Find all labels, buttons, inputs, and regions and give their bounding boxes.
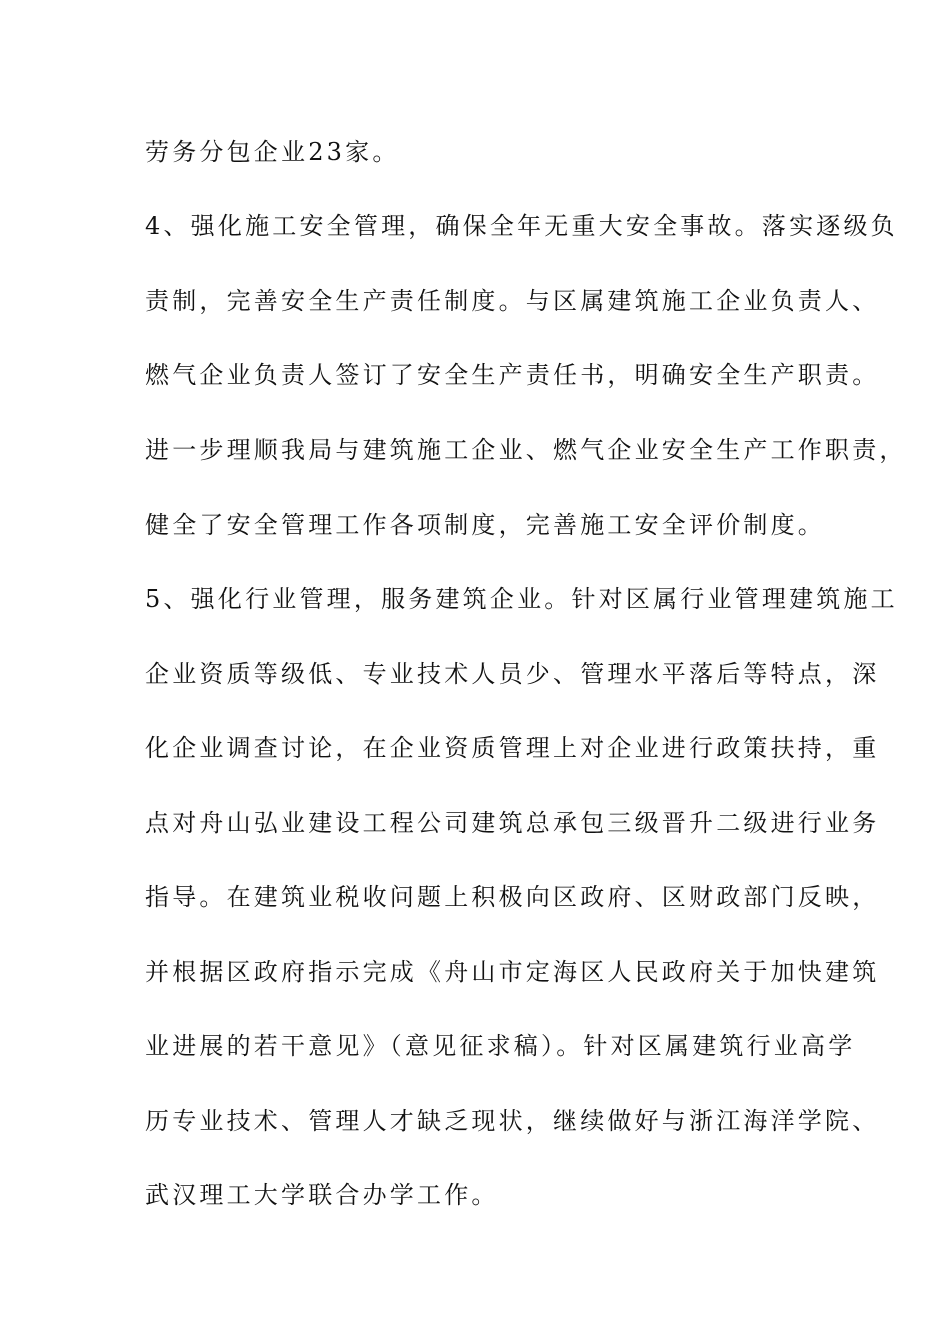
text-line: 责制，完善安全生产责任制度。与区属建筑施工企业负责人、 [145,287,880,315]
text-line: 并根据区政府指示完成《舟山市定海区人民政府关于加快建筑 [145,958,880,986]
text-line: 进一步理顺我局与建筑施工企业、燃气企业安全生产工作职责， [145,436,907,464]
text-line: 5、强化行业管理，服务建筑企业。针对区属行业管理建筑施工 [145,585,898,613]
text-line: 化企业调查讨论，在企业资质管理上对企业进行政策扶持，重 [145,734,880,762]
text-line: 企业资质等级低、专业技术人员少、管理水平落后等特点，深 [145,660,880,688]
text-line: 4、强化施工安全管理，确保全年无重大安全事故。落实逐级负 [145,212,898,240]
text-line: 健全了安全管理工作各项制度，完善施工安全评价制度。 [145,511,825,539]
text-line: 武汉理工大学联合办学工作。 [145,1181,499,1209]
text-line: 业进展的若干意见》（意见征求稿）。针对区属建筑行业高学 [145,1032,856,1060]
text-line: 燃气企业负责人签订了安全生产责任书，明确安全生产职责。 [145,361,880,389]
text-line: 劳务分包企业23家。 [145,138,400,166]
text-line: 指导。在建筑业税收问题上积极向区政府、区财政部门反映， [145,883,880,911]
text-line: 历专业技术、管理人才缺乏现状，继续做好与浙江海洋学院、 [145,1107,880,1135]
text-line: 点对舟山弘业建设工程公司建筑总承包三级晋升二级进行业务 [145,809,880,837]
